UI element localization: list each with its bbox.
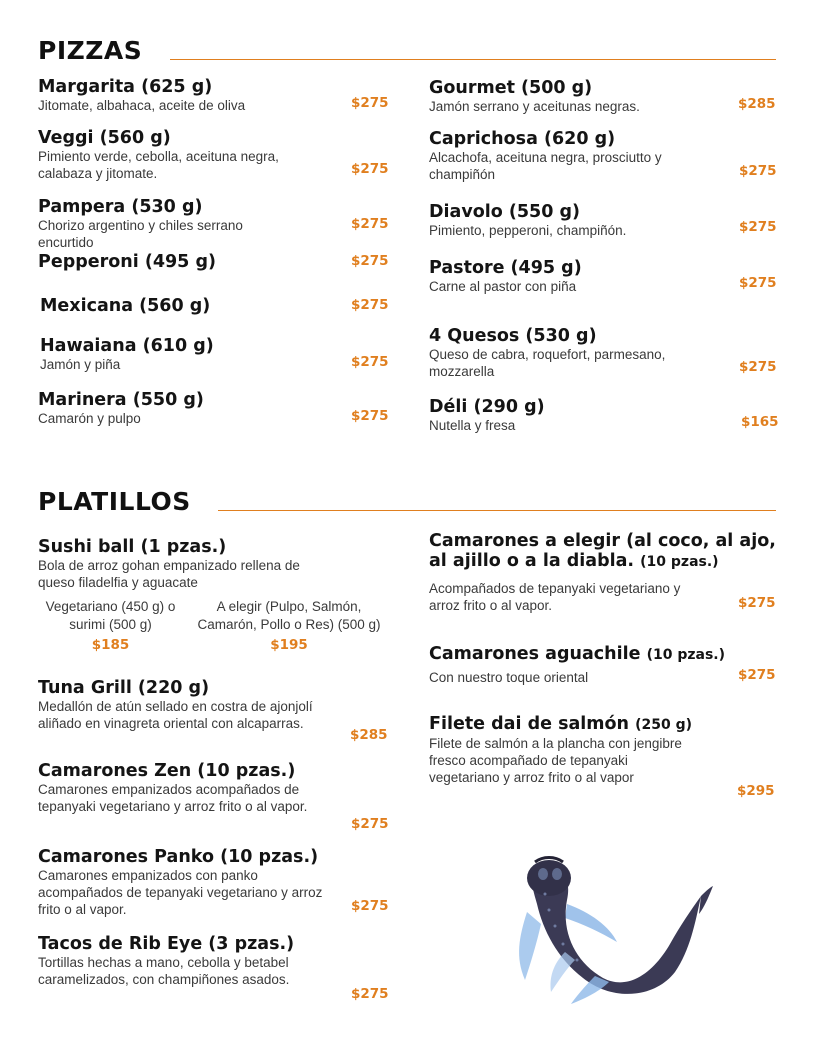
menu-item-pepperoni <box>38 252 338 272</box>
menu-item-camarones-panko <box>38 847 332 918</box>
menu-item-camarones-aguachile <box>429 644 769 686</box>
item-price: $295 <box>737 783 775 799</box>
item-description: Alcachofa, aceituna negra, prosciutto y champiñón <box>429 150 662 182</box>
menu-item-diavolo <box>429 202 729 239</box>
menu-item-hawaiana <box>40 336 340 373</box>
menu-item-4-quesos <box>429 326 719 380</box>
sushi-option-a-elegir <box>186 598 392 654</box>
item-price: $285 <box>350 727 388 743</box>
item-description: Jamón y piña <box>40 357 121 372</box>
item-name: Margarita (625 g) <box>38 77 213 97</box>
item-description: Jitomate, albahaca, aceite de oliva <box>38 98 246 113</box>
item-name: Gourmet (500 g) <box>429 78 593 98</box>
item-name: 4 Quesos (530 g) <box>429 326 597 346</box>
item-name: Pastore (495 g) <box>429 258 582 278</box>
item-price: $165 <box>741 414 779 430</box>
menu-item-camarones-a-elegir <box>429 531 781 614</box>
item-name: Camarones Zen (10 pzas.) <box>38 761 296 781</box>
platillos-divider <box>218 510 776 511</box>
item-description: Pimiento, pepperoni, champiñón. <box>429 223 627 238</box>
menu-item-camarones-zen <box>38 761 328 815</box>
item-price: $275 <box>739 275 777 291</box>
pizzas-title: PIZZAS <box>38 36 143 65</box>
option-price: $195 <box>270 637 308 653</box>
item-name: Sushi ball (1 pzas.) <box>38 537 227 557</box>
item-description: Filete de salmón a la plancha con jengibre fresco acompañado de tepanyaki vegetariano y arroz frito o al vapor <box>429 736 682 785</box>
item-name <box>429 644 769 665</box>
item-name: Pampera (530 g) <box>38 197 203 217</box>
item-price: $285 <box>738 96 776 112</box>
pizzas-divider <box>170 59 776 60</box>
item-name: Mexicana (560 g) <box>40 296 211 316</box>
item-description: Carne al pastor con piña <box>429 279 577 294</box>
item-description: Camarón y pulpo <box>38 411 141 426</box>
item-name: Caprichosa (620 g) <box>429 129 616 149</box>
menu-item-pampera <box>38 197 298 251</box>
menu-item-tacos-rib-eye <box>38 934 298 988</box>
item-description: Chorizo argentino y chiles serrano encurtido <box>38 218 243 250</box>
menu-item-pastore <box>429 258 729 295</box>
item-description: Bola de arroz gohan empanizado rellena de queso filadelfia y aguacate <box>38 558 300 590</box>
item-description: Tortillas hechas a mano, cebolla y betabel caramelizados, con champiñones asados. <box>38 955 290 987</box>
item-name-qty: (10 pzas.) <box>646 647 726 663</box>
item-name: Pepperoni (495 g) <box>38 252 216 272</box>
menu-item-gourmet <box>429 78 729 115</box>
item-name-qty: (10 pzas.) <box>640 554 719 570</box>
menu-item-caprichosa <box>429 129 709 183</box>
item-description: Camarones empanizados acompañados de tepanyaki vegetariano y arroz frito o al vapor. <box>38 782 308 814</box>
item-description: Jamón serrano y aceitunas negras. <box>429 99 640 114</box>
item-price: $275 <box>351 253 389 269</box>
item-name-qty: (250 g) <box>635 717 693 733</box>
item-name: Tuna Grill (220 g) <box>38 678 210 698</box>
item-price: $275 <box>351 354 389 370</box>
item-price: $275 <box>351 216 389 232</box>
item-price: $275 <box>351 816 389 832</box>
item-description: Con nuestro toque oriental <box>429 670 589 685</box>
item-name: Hawaiana (610 g) <box>40 336 214 356</box>
item-price: $275 <box>351 297 389 313</box>
item-price: $275 <box>739 163 777 179</box>
item-price: $275 <box>739 219 777 235</box>
item-name-main: Camarones a elegir (al coco, al ajo, al ajillo o a la diabla. <box>429 531 776 571</box>
item-name: Tacos de Rib Eye (3 pzas.) <box>38 934 295 954</box>
item-name: Camarones Panko (10 pzas.) <box>38 847 319 867</box>
item-name <box>429 531 781 572</box>
item-price: $275 <box>351 986 389 1002</box>
option-text: A elegir (Pulpo, Salmón, Camarón, Pollo o Res) (500 g) <box>197 599 381 632</box>
item-price: $275 <box>351 898 389 914</box>
menu-item-filete-dai-salmon <box>429 714 709 786</box>
item-name: Déli (290 g) <box>429 397 545 417</box>
item-name-main: Camarones aguachile <box>429 644 641 664</box>
item-price: $275 <box>739 359 777 375</box>
koi-fish-icon <box>505 852 715 1004</box>
menu-item-veggi <box>38 128 298 182</box>
menu-item-deli <box>429 397 729 434</box>
menu-item-margarita <box>38 77 338 114</box>
item-description: Nutella y fresa <box>429 418 516 433</box>
item-name-main: Filete dai de salmón <box>429 714 630 734</box>
item-price: $275 <box>738 667 776 683</box>
item-price: $275 <box>351 161 389 177</box>
item-name <box>429 714 709 735</box>
menu-item-sushi-ball <box>38 537 328 591</box>
option-price: $185 <box>91 637 130 653</box>
menu-item-marinera <box>38 390 338 427</box>
item-description: Pimiento verde, cebolla, aceituna negra, calabaza y jitomate. <box>38 149 279 181</box>
item-name: Marinera (550 g) <box>38 390 204 410</box>
item-price: $275 <box>738 595 776 611</box>
item-description: Medallón de atún sellado en costra de ajonjolí aliñado en vinagreta oriental con alcaparras. <box>38 699 313 731</box>
item-description: Camarones empanizados con panko acompañados de tepanyaki vegetariano y arroz frito o al vapor. <box>38 868 323 917</box>
item-price: $275 <box>351 408 389 424</box>
item-price: $275 <box>351 95 389 111</box>
menu-item-mexicana <box>40 296 340 316</box>
platillos-title: PLATILLOS <box>38 487 191 516</box>
sushi-option-vegetariano <box>38 598 183 654</box>
option-text: Vegetariano (450 g) o surimi (500 g) <box>45 599 176 632</box>
item-name: Diavolo (550 g) <box>429 202 581 222</box>
item-description: Acompañados de tepanyaki vegetariano y arroz frito o al vapor. <box>429 581 681 613</box>
menu-item-tuna-grill <box>38 678 334 732</box>
item-description: Queso de cabra, roquefort, parmesano, mozzarella <box>429 347 666 379</box>
item-name: Veggi (560 g) <box>38 128 171 148</box>
